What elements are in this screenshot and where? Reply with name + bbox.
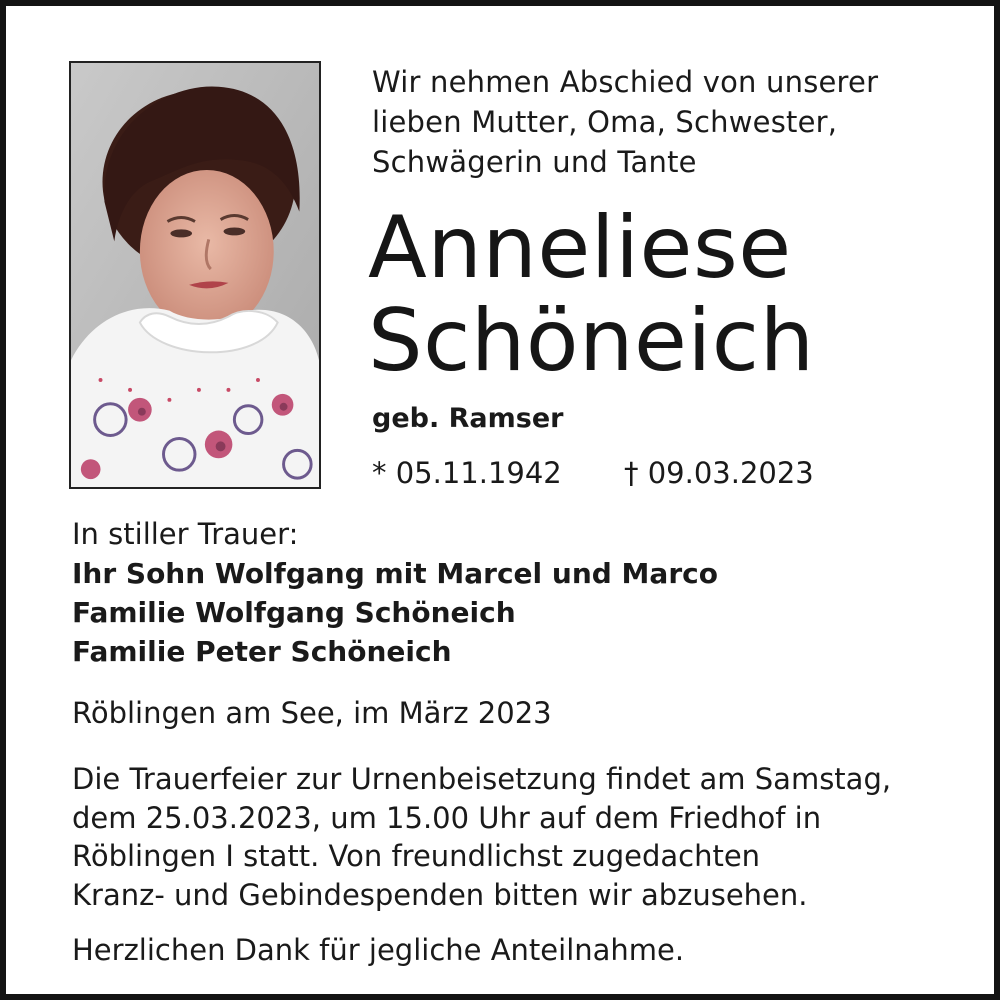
place-date: Röblingen am See, im März 2023 — [72, 696, 552, 730]
funeral-info — [72, 760, 891, 914]
portrait-photo — [69, 61, 321, 489]
intro-line: Schwägerin und Tante — [372, 145, 697, 179]
death-date: † 09.03.2023 — [624, 456, 814, 490]
birth-date: * 05.11.1942 — [372, 456, 562, 490]
funeral-line: dem 25.03.2023, um 15.00 Uhr auf dem Friedhof in — [72, 800, 822, 835]
thanks-note: Herzlichen Dank für jegliche Anteilnahme. — [72, 933, 685, 967]
deceased-first-name: Anneliese — [368, 198, 792, 298]
maiden-name: geb. Ramser — [372, 403, 564, 434]
funeral-line: Kranz- und Gebindespenden bitten wir abzusehen. — [72, 877, 808, 912]
intro-line: Wir nehmen Abschied von unserer — [372, 65, 879, 99]
funeral-line: Die Trauerfeier zur Urnenbeisetzung findet am Samstag, — [72, 762, 892, 796]
deceased-last-name: Schöneich — [368, 291, 815, 391]
mourners-block — [72, 515, 718, 671]
funeral-line: Röblingen I statt. Von freundlichst zugedachten — [72, 839, 761, 873]
mourner-line: Familie Wolfgang Schöneich — [72, 596, 516, 629]
mourner-line: Familie Peter Schöneich — [72, 635, 452, 668]
mourner-line: Ihr Sohn Wolfgang mit Marcel und Marco — [72, 557, 718, 590]
life-dates — [372, 455, 814, 491]
intro-line: lieben Mutter, Oma, Schwester, — [372, 105, 838, 139]
deceased-name — [368, 198, 815, 391]
intro-text — [372, 62, 972, 182]
portrait-image — [71, 63, 319, 487]
mourning-lead: In stiller Trauer: — [72, 517, 299, 551]
